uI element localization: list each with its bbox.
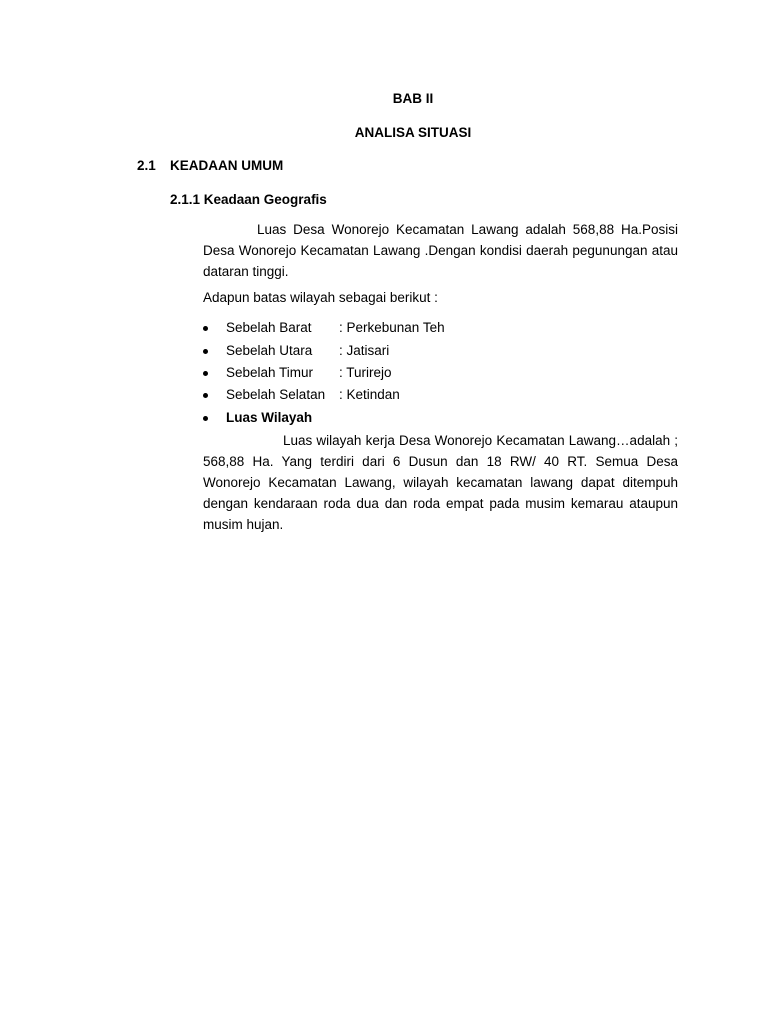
boundary-label: Sebelah Utara (226, 343, 313, 358)
subsection-title: 2.1.1 Keadaan Geografis (170, 192, 327, 207)
geography-paragraph-text: Luas Desa Wonorejo Kecamatan Lawang adalah 568,88 Ha.Posisi Desa Wonorejo Kecamatan Lawang .Dengan kondisi daerah pegunungan atau dataran tinggi. (203, 222, 678, 279)
boundary-value: : Turirejo (339, 365, 392, 380)
bullet-icon (203, 326, 208, 331)
bullet-icon (203, 371, 208, 376)
geography-paragraph (203, 219, 678, 282)
boundary-label: Sebelah Barat (226, 320, 312, 335)
boundary-value: : Jatisari (339, 343, 390, 358)
area-heading: Luas Wilayah (226, 410, 313, 425)
bullet-icon (203, 349, 208, 354)
area-paragraph (203, 430, 678, 535)
bullet-icon (203, 393, 208, 398)
bullet-icon (203, 416, 208, 421)
boundary-label: Sebelah Timur (226, 365, 314, 380)
boundary-value: : Perkebunan Teh (339, 320, 445, 335)
area-paragraph-text: Luas wilayah kerja Desa Wonorejo Kecamatan Lawang…adalah ; 568,88 Ha. Yang terdiri dari 6 Dusun dan 18 RW/ 40 RT. Semua Desa Wonorejo Kecamatan Lawang, wilayah kecamatan lawang dapat ditempuh dengan kendaraan roda dua dan roda empat pada musim kemarau ataupun musim hujan. (203, 433, 678, 532)
boundary-value: : Ketindan (339, 387, 400, 402)
chapter-label: BAB II (392, 91, 434, 106)
section-title: KEADAAN UMUM (170, 158, 284, 173)
section-number: 2.1 (137, 158, 156, 173)
chapter-title: ANALISA SITUASI (354, 125, 472, 140)
boundary-intro: Adapun batas wilayah sebagai berikut : (203, 290, 438, 305)
boundary-label: Sebelah Selatan (226, 387, 326, 402)
